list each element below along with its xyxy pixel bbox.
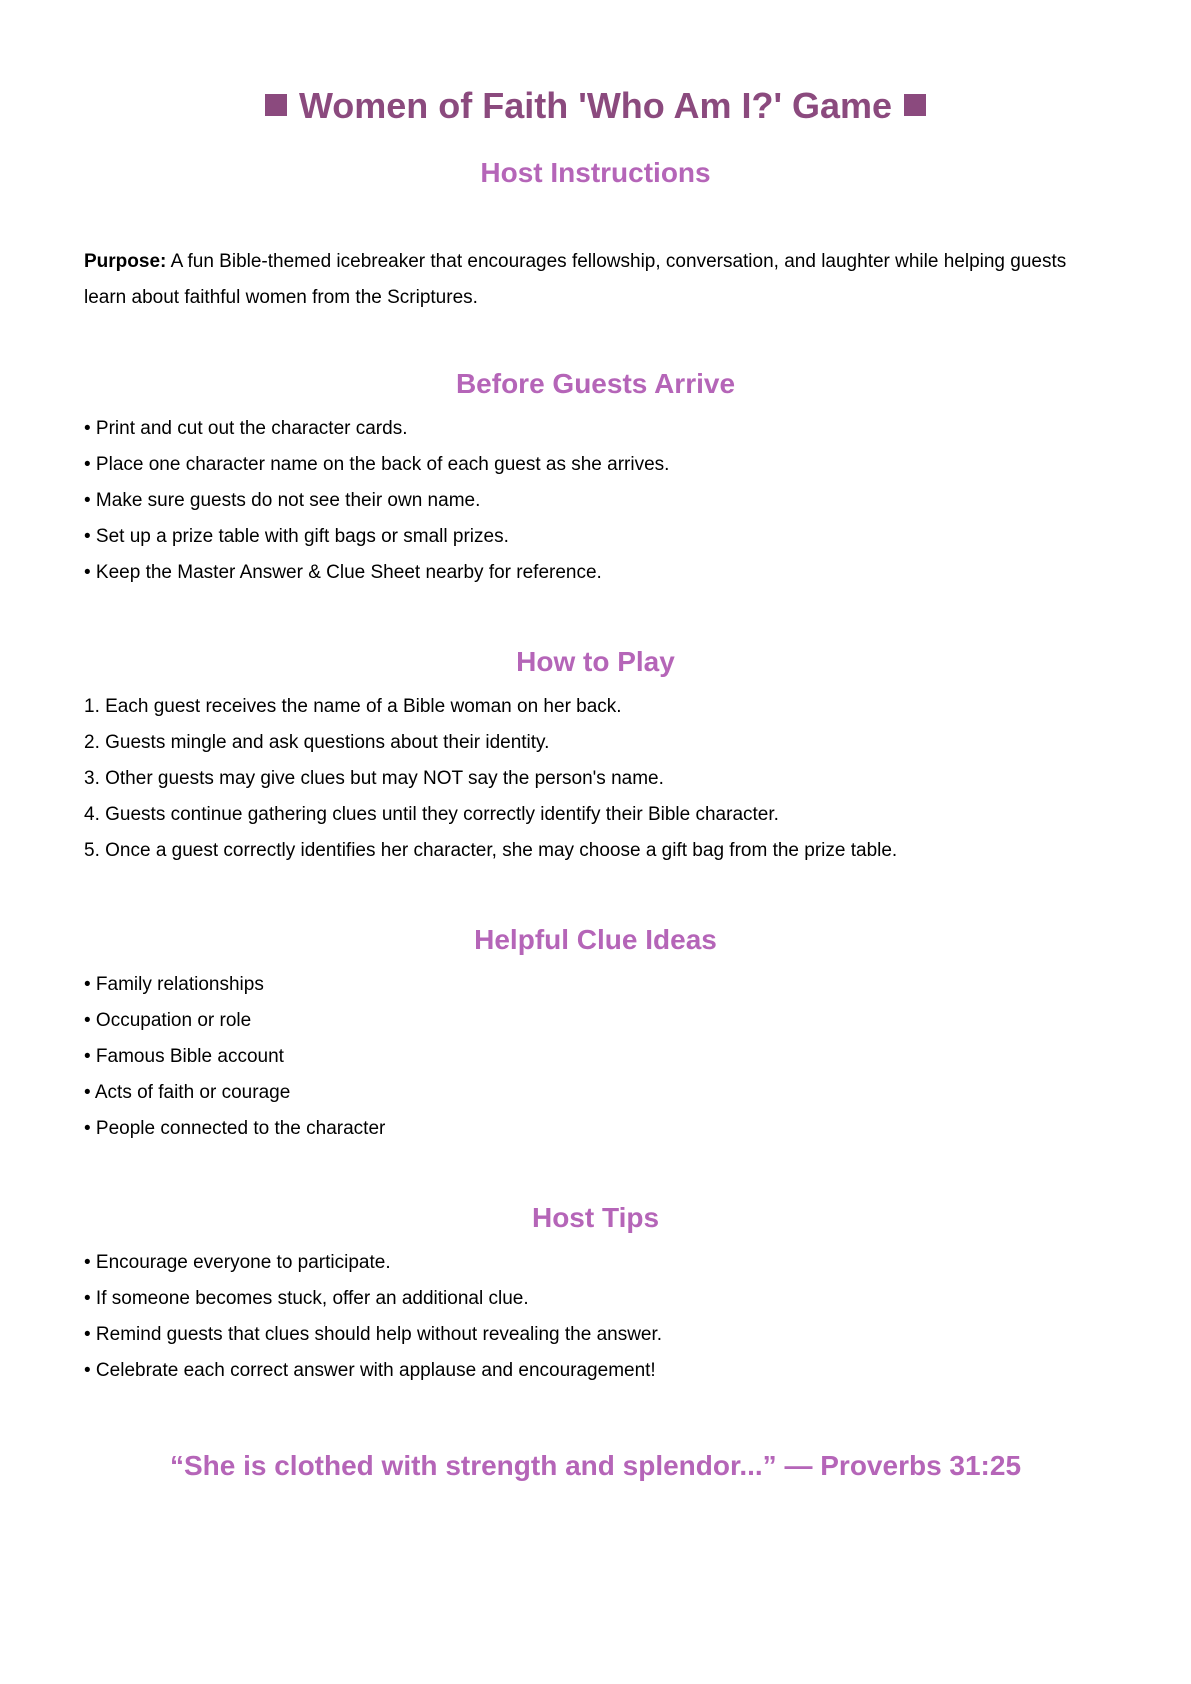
section-title-before-guests-arrive: Before Guests Arrive (455, 368, 736, 399)
list-item: • Remind guests that clues should help without revealing the answer. (84, 1324, 663, 1345)
list-item: • Place one character name on the back of each guest as she arrives. (84, 454, 670, 475)
list-item: • Set up a prize table with gift bags or small prizes. (84, 526, 509, 547)
purpose-label: Purpose: (84, 251, 167, 272)
square-icon (265, 94, 287, 116)
page-title-text: Women of Faith 'Who Am I?' Game (298, 85, 893, 126)
list-item: • Encourage everyone to participate. (84, 1252, 391, 1273)
list-host-tips (84, 1245, 1104, 1389)
list-item: • Famous Bible account (84, 1046, 284, 1067)
list-item: 4. Guests continue gathering clues until they correctly identify their Bible character. (84, 804, 779, 825)
section-title-helpful-clue-ideas: Helpful Clue Ideas (474, 924, 717, 955)
square-icon (904, 94, 926, 116)
list-how-to-play (84, 689, 1104, 869)
section-title-host-tips: Host Tips (531, 1202, 660, 1233)
list-item: 2. Guests mingle and ask questions about their identity. (84, 732, 550, 753)
list-item: • If someone becomes stuck, offer an additional clue. (84, 1288, 529, 1309)
purpose-text: A fun Bible-themed icebreaker that encourages fellowship, conversation, and laughter while helping guests learn about faithful women from the Scriptures. (84, 251, 1067, 308)
section-title-how-to-play: How to Play (516, 646, 675, 677)
list-item: 3. Other guests may give clues but may NOT say the person's name. (84, 768, 664, 789)
list-item: • Acts of faith or courage (84, 1082, 291, 1103)
list-item: • Family relationships (84, 974, 264, 995)
scripture-quote: “She is clothed with strength and splendor...” — Proverbs 31:25 (169, 1450, 1022, 1481)
list-item: 1. Each guest receives the name of a Bible woman on her back. (84, 696, 622, 717)
list-helpful-clue-ideas (84, 967, 1104, 1147)
list-item: • Make sure guests do not see their own name. (84, 490, 481, 511)
list-item: • Print and cut out the character cards. (84, 418, 408, 439)
list-item: • Celebrate each correct answer with applause and encouragement! (84, 1360, 656, 1381)
page-title (0, 84, 1191, 128)
list-item: • Occupation or role (84, 1010, 252, 1031)
list-item: • People connected to the character (84, 1118, 386, 1139)
page-subtitle: Host Instructions (480, 157, 711, 188)
list-item: • Keep the Master Answer & Clue Sheet nearby for reference. (84, 562, 602, 583)
purpose-paragraph (84, 244, 1084, 316)
list-item: 5. Once a guest correctly identifies her character, she may choose a gift bag from the prize table. (84, 840, 898, 861)
list-before-guests-arrive (84, 411, 1104, 591)
